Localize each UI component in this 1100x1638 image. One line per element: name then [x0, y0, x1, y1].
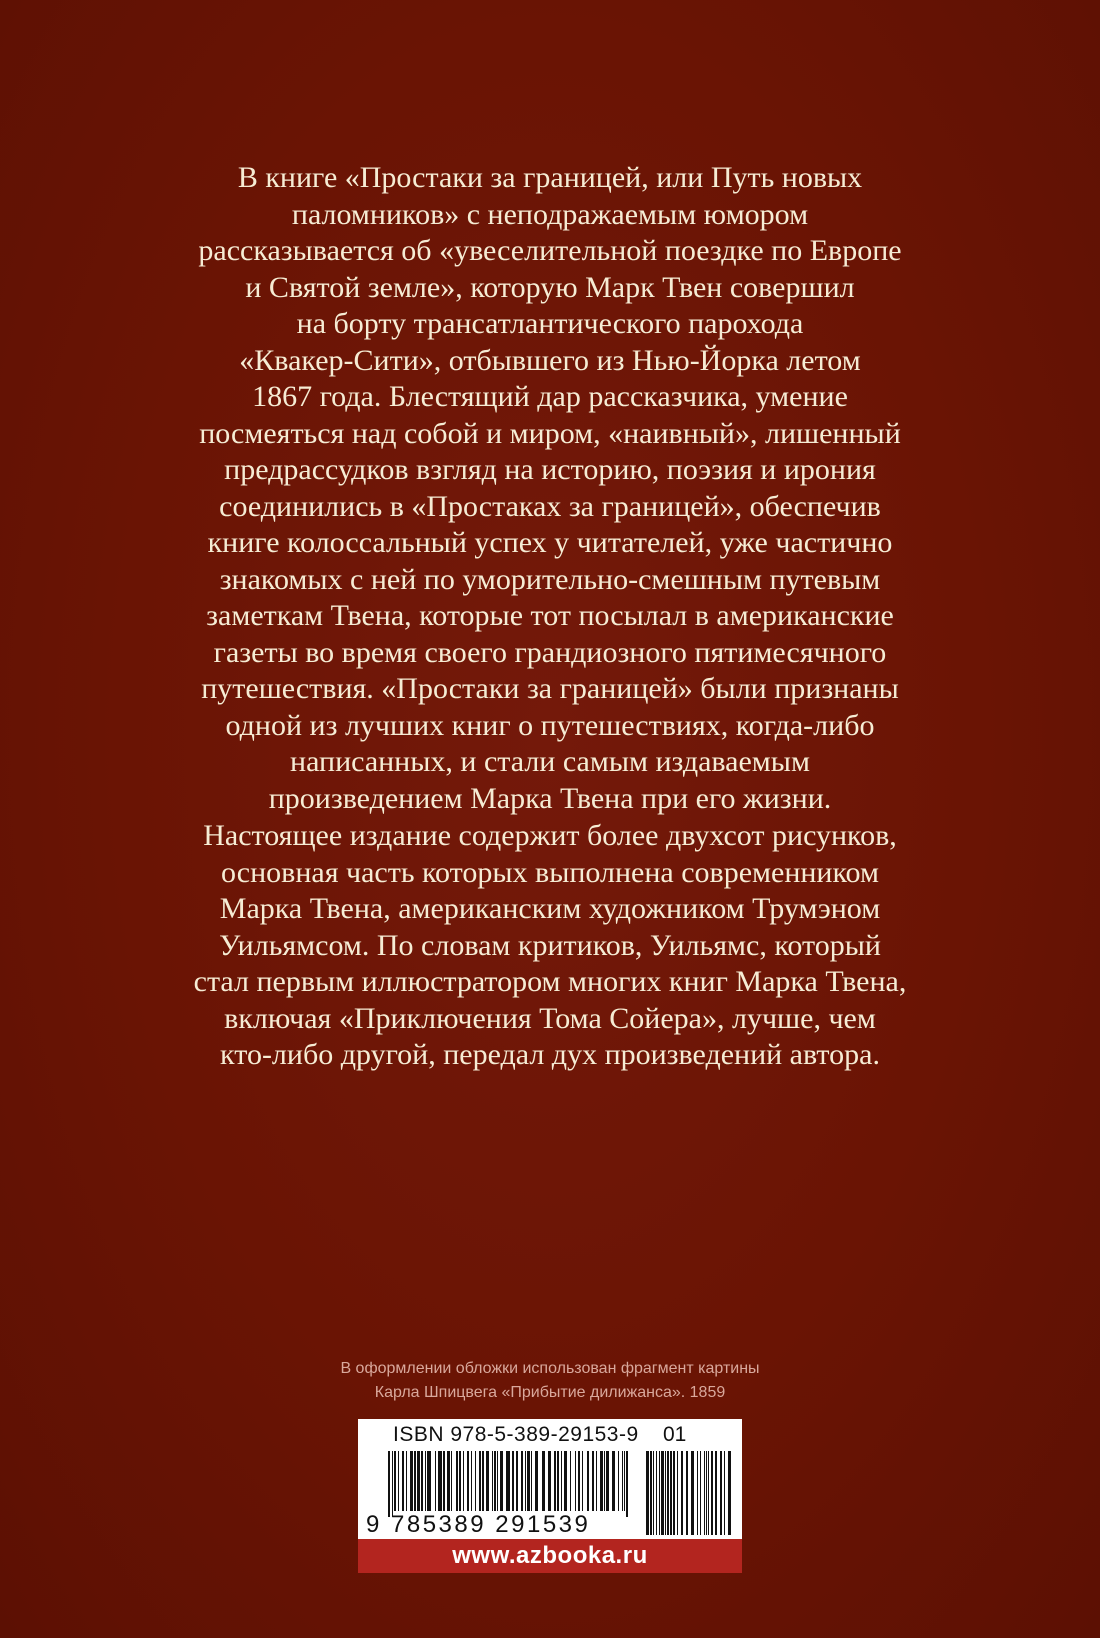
text-line: основная часть которых выполнена современником [221, 855, 879, 889]
text-line: знакомых с ней по уморительно-смешным путевым [219, 562, 881, 596]
text-line: на борту трансатлантического парохода [296, 307, 804, 340]
text-line: кто-либо другой, передал дух произведений автора. [220, 1038, 880, 1071]
text-line: Марка Твена, американским художником Трумэном [219, 892, 881, 925]
text-line: В книге «Простаки за границей, или Путь новых [237, 161, 863, 194]
text-line: 1867 года. Блестящий дар рассказчика, умение [252, 380, 848, 413]
text-line: одной из лучших книг о путешествиях, когда-либо [225, 708, 875, 742]
text-line: книге колоссальный успех у читателей, уже частично [207, 526, 893, 559]
text-line: посмеяться над собой и миром, «наивный», лишенный [199, 416, 901, 450]
text-line: «Квакер-Сити», отбывшего из Нью-Йорка летом [239, 343, 861, 377]
text-line: Настоящее издание содержит более двухсот рисунков, [203, 819, 897, 852]
text-line: путешествия. «Простаки за границей» были признаны [201, 672, 899, 705]
cover-art-credit [200, 1357, 900, 1405]
text-line: предрассудков взгляд на историю, поэзия и ирония [224, 453, 876, 486]
credit-line: Карла Шпицвега «Прибытие дилижанса». 1859 [374, 1384, 726, 1401]
ean-digits: 9 785389 291539 [366, 1511, 591, 1538]
text-line: произведением Марка Твена при его жизни. [268, 781, 832, 815]
text-line: и Святой земле», которую Марк Твен совершил [245, 270, 855, 304]
isbn-number: ISBN 978-5-389-29153-9 [393, 1423, 639, 1446]
text-line: рассказывается об «увеселительной поездке по Европе [198, 234, 902, 267]
isbn-barcode [358, 1419, 742, 1539]
text-line: Уильямсом. По словам критиков, Уильямс, который [219, 928, 881, 962]
text-line: написанных, и стали самым издаваемым [290, 745, 810, 778]
text-line: соединились в «Простаках за границей», обеспечив [219, 489, 881, 523]
credit-line: В оформлении обложки использован фрагмент картины [340, 1360, 760, 1377]
isbn-addon: 01 [663, 1423, 687, 1446]
text-line: паломников» с неподражаемым юмором [291, 197, 809, 231]
description-paragraph-1 [120, 160, 980, 817]
description-paragraph-2 [120, 818, 980, 1074]
text-line: включая «Приключения Тома Сойера», лучше, чем [224, 1001, 876, 1035]
text-line: стал первым иллюстратором многих книг Марка Твена, [193, 965, 907, 998]
text-line: газеты во время своего грандиозного пятимесячного [213, 635, 887, 669]
text-line: заметкам Твена, которые тот посылал в американские [206, 599, 894, 632]
publisher-url: www.azbooka.ru [358, 1539, 742, 1573]
